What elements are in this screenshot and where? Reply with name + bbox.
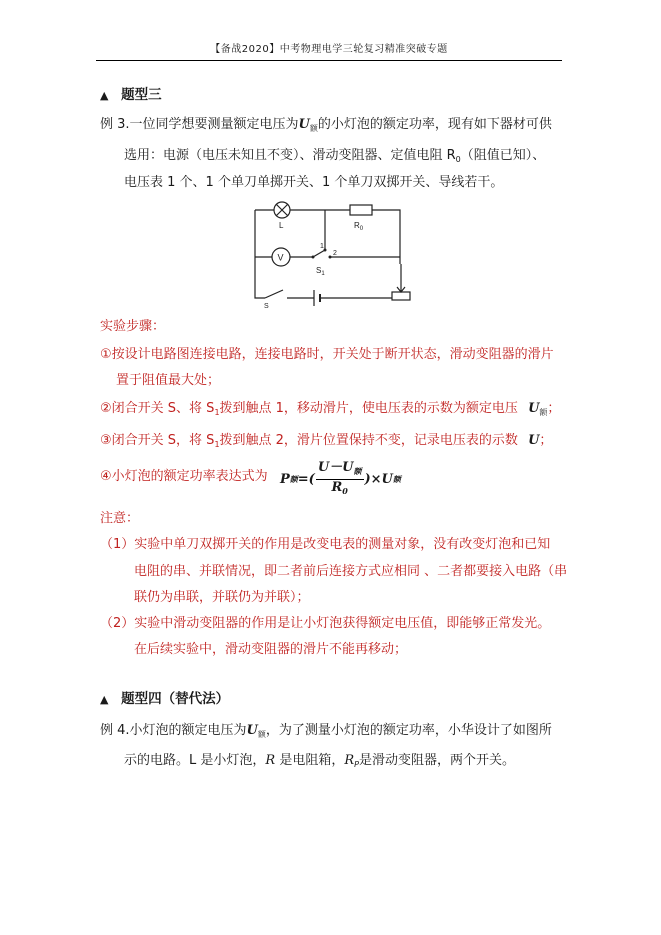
voltmeter-label: V [277, 252, 284, 263]
section4-heading [100, 690, 229, 709]
note-1-line1: （1）实验中单刀双掷开关的作用是改变电表的测量对象，没有改变灯泡和已知 [100, 537, 551, 552]
contact-2-label: 2 [333, 250, 337, 257]
example3-line3: 电压表 1 个、1 个单刀单掷开关、1 个单刀双掷开关、导线若干。 [124, 175, 504, 190]
formula-fraction: $\frac{U-U_额}{R_0}$ [317, 460, 362, 496]
section3-title: 题型三 [121, 87, 162, 103]
lamp-label: L [279, 221, 284, 230]
example4-line2: 示的电路。L 是小灯泡，R 是电阻箱，$R_P$是滑动变阻器，两个开关。 [124, 753, 515, 769]
note-2-line1: （2）实验中滑动变阻器的作用是让小灯泡获得额定电压值，即能够正常发光。 [100, 616, 551, 631]
step-1-line2: 置于阻值最大处； [116, 373, 221, 388]
step-2: ②闭合开关 S、将 $S_1$拨到触点 1，移动滑片，使电压表的示数为额定电压 $U_额$； [100, 401, 561, 417]
step-3: ③闭合开关 S，将 $S_1$拨到触点 2，滑片位置保持不变，记录电压表的示数 U； [100, 433, 553, 449]
step-4: ④小灯泡的额定功率表达式为 [100, 469, 268, 484]
example3-line2: 选用：电源（电压未知且不变）、滑动变阻器、定值电阻 $R_0$（阻值已知）、 [124, 148, 546, 164]
section3-heading [100, 86, 162, 105]
note-2-line2: 在后续实验中，滑动变阻器的滑片不能再移动； [134, 642, 408, 657]
circuit-diagram [250, 200, 420, 310]
triangle-icon: ▲ [100, 693, 109, 706]
contact-1-label: 1 [320, 243, 324, 250]
triangle-icon: ▲ [100, 89, 109, 102]
resistor-label: $R_0$ [354, 221, 364, 232]
switch-s1-label: $S_1$ [316, 266, 325, 277]
main-switch-label: S [264, 303, 269, 310]
power-formula: P 额 =( $\frac{U-U_额}{R_0}$ )×U 额 [280, 460, 401, 499]
step-1-line1: ①按设计电路图连接电路，连接电路时，开关处于断开状态，滑动变阻器的滑片 [100, 347, 554, 362]
steps-title: 实验步骤： [100, 319, 166, 334]
notes-title: 注意： [100, 511, 140, 526]
header-rule [96, 60, 562, 61]
page-header: 【备战2020】中考物理电学三轮复习精准突破专题 [210, 44, 448, 55]
note-1-line3: 联仍为串联，并联仍为并联）； [134, 590, 310, 605]
example4-line1: 例 4.小灯泡的额定电压为$U_额$，为了测量小灯泡的额定功率，小华设计了如图所 [100, 723, 552, 739]
section4-title: 题型四（替代法） [121, 691, 230, 707]
note-1-line2: 电阻的串、并联情况，即二者前后连接方式应相同 、二者都要接入电路（串 [134, 564, 568, 579]
example3-line1: 例 3.一位同学想要测量额定电压为$U_额$的小灯泡的额定功率，现有如下器材可供 [100, 117, 552, 133]
